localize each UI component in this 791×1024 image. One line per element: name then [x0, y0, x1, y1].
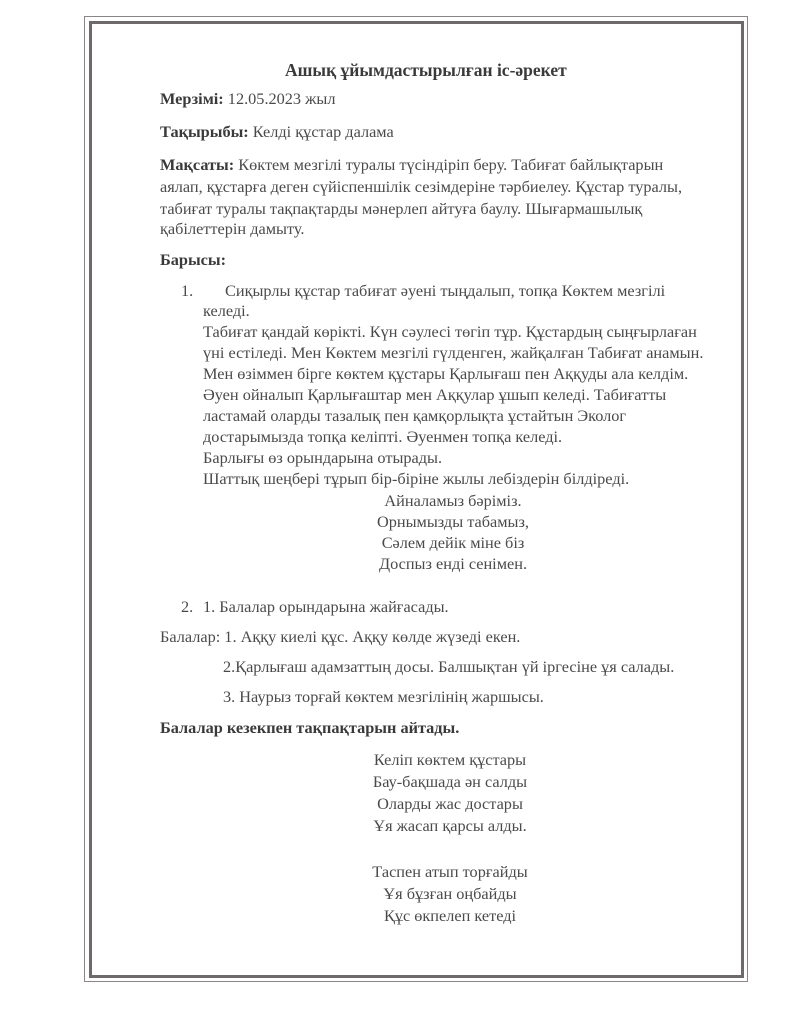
step1-line-9: Барлығы өз орындарына отырады. — [203, 448, 443, 467]
step1-line-4: үні естіледі. Мен Көктем мезгілі гүлденген, жайқалған Табиғат анамын. — [203, 343, 704, 362]
topic-value: Келді құстар далама — [248, 122, 394, 141]
step1-line-8: достарымызда топқа келіпті. Әуенмен топқа келеді. — [203, 427, 563, 446]
poem1-line-3: Сәлем дейік міне біз — [381, 533, 525, 552]
step2-text: 1. Балалар орындарына жайғасады. — [203, 597, 449, 616]
step1-line-3: Табиғат қандай көрікті. Күн сәулесі төгіп тұр. Құстардың сыңғырлаған — [203, 322, 697, 341]
poem2-line-6: Таспен атып торғайды — [372, 862, 528, 881]
document-title: Ашық ұйымдастырылған іс-әрекет — [285, 60, 567, 80]
date-line — [160, 89, 335, 109]
poem2-line-4: Ұя жасап қарсы алды. — [373, 816, 527, 835]
step1-line-6: Әуен ойналып Қарлығаштар мен Аққулар ұшып келеді. Табиғатты — [203, 385, 667, 404]
poem2-line-3: Оларды жас достары — [377, 794, 523, 813]
topic-label: Тақырыбы: — [160, 122, 249, 141]
children-line-3: 3. Наурыз торғай көктем мезгілінің жаршысы. — [223, 687, 544, 706]
date-value: 12.05.2023 жыл — [223, 89, 336, 108]
children-line-2: 2.Қарлығаш адамзаттың досы. Балшықтан үй іргесіне ұя салады. — [223, 657, 675, 676]
poem2-line-2: Бау-бақшада ән салды — [372, 772, 528, 791]
step1-number: 1. — [181, 281, 194, 300]
topic-line — [160, 122, 394, 142]
children-line-1: Балалар: 1. Аққу киелі құс. Аққу көлде жүзеді екен. — [160, 627, 521, 646]
goal-line-4: қабілеттерін дамыту. — [160, 219, 305, 238]
poem1-line-1: Айналамыз бәріміз. — [384, 491, 522, 510]
children-label: Балалар: — [160, 627, 221, 646]
poem2-line-8: Құс өкпелеп кетеді — [383, 906, 517, 925]
goal-label: Мақсаты: — [160, 155, 235, 174]
poem2-line-7: Ұя бұзған оңбайды — [383, 884, 517, 903]
goal-line-2: аялап, құстарға деген сүйіспеншілік сезімдеріне тәрбиелеу. Құстар туралы, — [160, 177, 683, 196]
recite-heading: Балалар кезекпен тақпақтарын айтады. — [160, 718, 460, 737]
goal-line-3: табиғат туралы тақпақтарды мәнерлеп айтуға баулу. Шығармашылық — [160, 199, 643, 218]
step1-line-7: ластамай оларды тазалық пен қамқорлықта ұстайтын Эколог — [203, 406, 627, 425]
step1-line-10: Шаттық шеңбері тұрып бір-біріне жылы лебіздерін білдіреді. — [203, 469, 630, 488]
step1-line-2: келеді. — [203, 301, 250, 320]
poem1-line-4: Доспыз енді сенімен. — [378, 554, 528, 573]
step1-line-1: Сиқырлы құстар табиғат әуені тыңдалып, топқа Көктем мезгілі — [225, 281, 666, 300]
goal-line-1: Мақсаты: Көктем мезгілі туралы түсіндіріп беру. Табиғат байлықтарын — [160, 155, 664, 174]
date-label: Мерзімі: — [160, 89, 224, 108]
poem2-line-1: Келіп көктем құстары — [373, 750, 527, 769]
progress-heading: Барысы: — [160, 250, 227, 269]
poem1-line-2: Орнымызды табамыз, — [376, 512, 530, 531]
step1-line-5: Мен өзіммен бірге көктем құстары Қарлығаш пен Аққуды ала келдім. — [203, 364, 689, 383]
step2-number: 2. — [181, 597, 194, 616]
